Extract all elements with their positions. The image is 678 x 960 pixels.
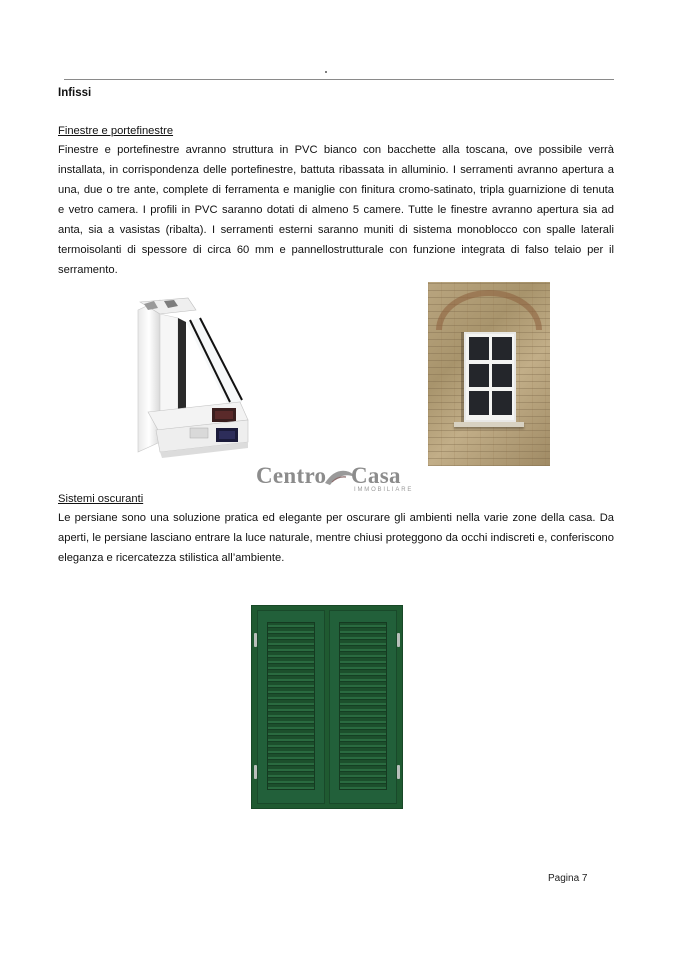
window-pane [492,391,512,415]
shutter-leaf-left [257,610,325,804]
louvers [339,622,387,790]
hinge-icon [254,765,257,779]
windows-line: Finestre e portefinestre avranno struttura in PVC bianco con bacchette alla toscana, ove possibile verrà [58,144,614,156]
hinge-icon [254,633,257,647]
brick-wall-window-image [428,282,550,466]
header-rule [64,79,614,80]
header-dot [325,71,327,73]
centrocasa-watermark-logo [254,463,424,495]
window-pane [469,391,489,415]
green-shutters-image [251,605,403,809]
logo-tagline: IMMOBILIARE [354,487,414,493]
section-title: Infissi [58,87,92,99]
white-window [464,332,516,422]
windows-line: una, due o tre ante, complete di ferramenta e maniglie con finitura cromo-satinato, tripla guarnizione di tenuta [58,184,614,196]
window-pane [469,337,489,360]
windows-paragraph [58,140,614,280]
pvc-window-profile-image [130,292,260,462]
windows-line: e vetro camera. I profili in PVC saranno dotati di almeno 5 camere. Tutte le finestre avranno apertura sia ad [58,204,614,216]
windows-line: anta, sia a vasistas (ribalta). I serramenti esterni saranno muniti di sistema monoblocco con spalle laterali [58,224,614,236]
hinge-icon [397,633,400,647]
window-pane [492,364,512,387]
shutters-line: Le persiane sono una soluzione pratica ed elegante per oscurare gli ambienti nella varie zone della casa. Da [58,512,614,524]
window-sill [454,422,524,427]
shutters-line: aperti, le persiane lasciano entrare la luce naturale, mentre chiusi proteggono da occhi indiscreti e, conferiscono [58,532,614,544]
window-pane [492,337,512,360]
windows-line: termoisolanti di spessore di circa 60 mm e pannellostrutturale con funzione integrata di falso telaio per il [58,244,614,256]
subheading-windows: Finestre e portefinestre [58,125,174,137]
shutter-leaf-right [329,610,397,804]
louvers [267,622,315,790]
shutters-line: eleganza e ricercatezza stilistica all’ambiente. [58,552,285,564]
brick-arch [436,290,542,330]
windows-line: serramento. [58,264,118,276]
page-number: Pagina 7 [548,873,588,884]
window-pane [469,364,489,387]
subheading-shutters: Sistemi oscuranti [58,493,144,505]
pvc-profile-illustration [130,292,260,462]
windows-line: installata, in corrispondenza delle portefinestre, battuta ribassata in alluminio. I serramenti avranno apertura a [58,164,614,176]
hinge-icon [397,765,400,779]
logo-text-casa: Casa [351,463,401,488]
shutters-paragraph [58,508,614,568]
logo-text-centro: Centro [256,463,327,488]
